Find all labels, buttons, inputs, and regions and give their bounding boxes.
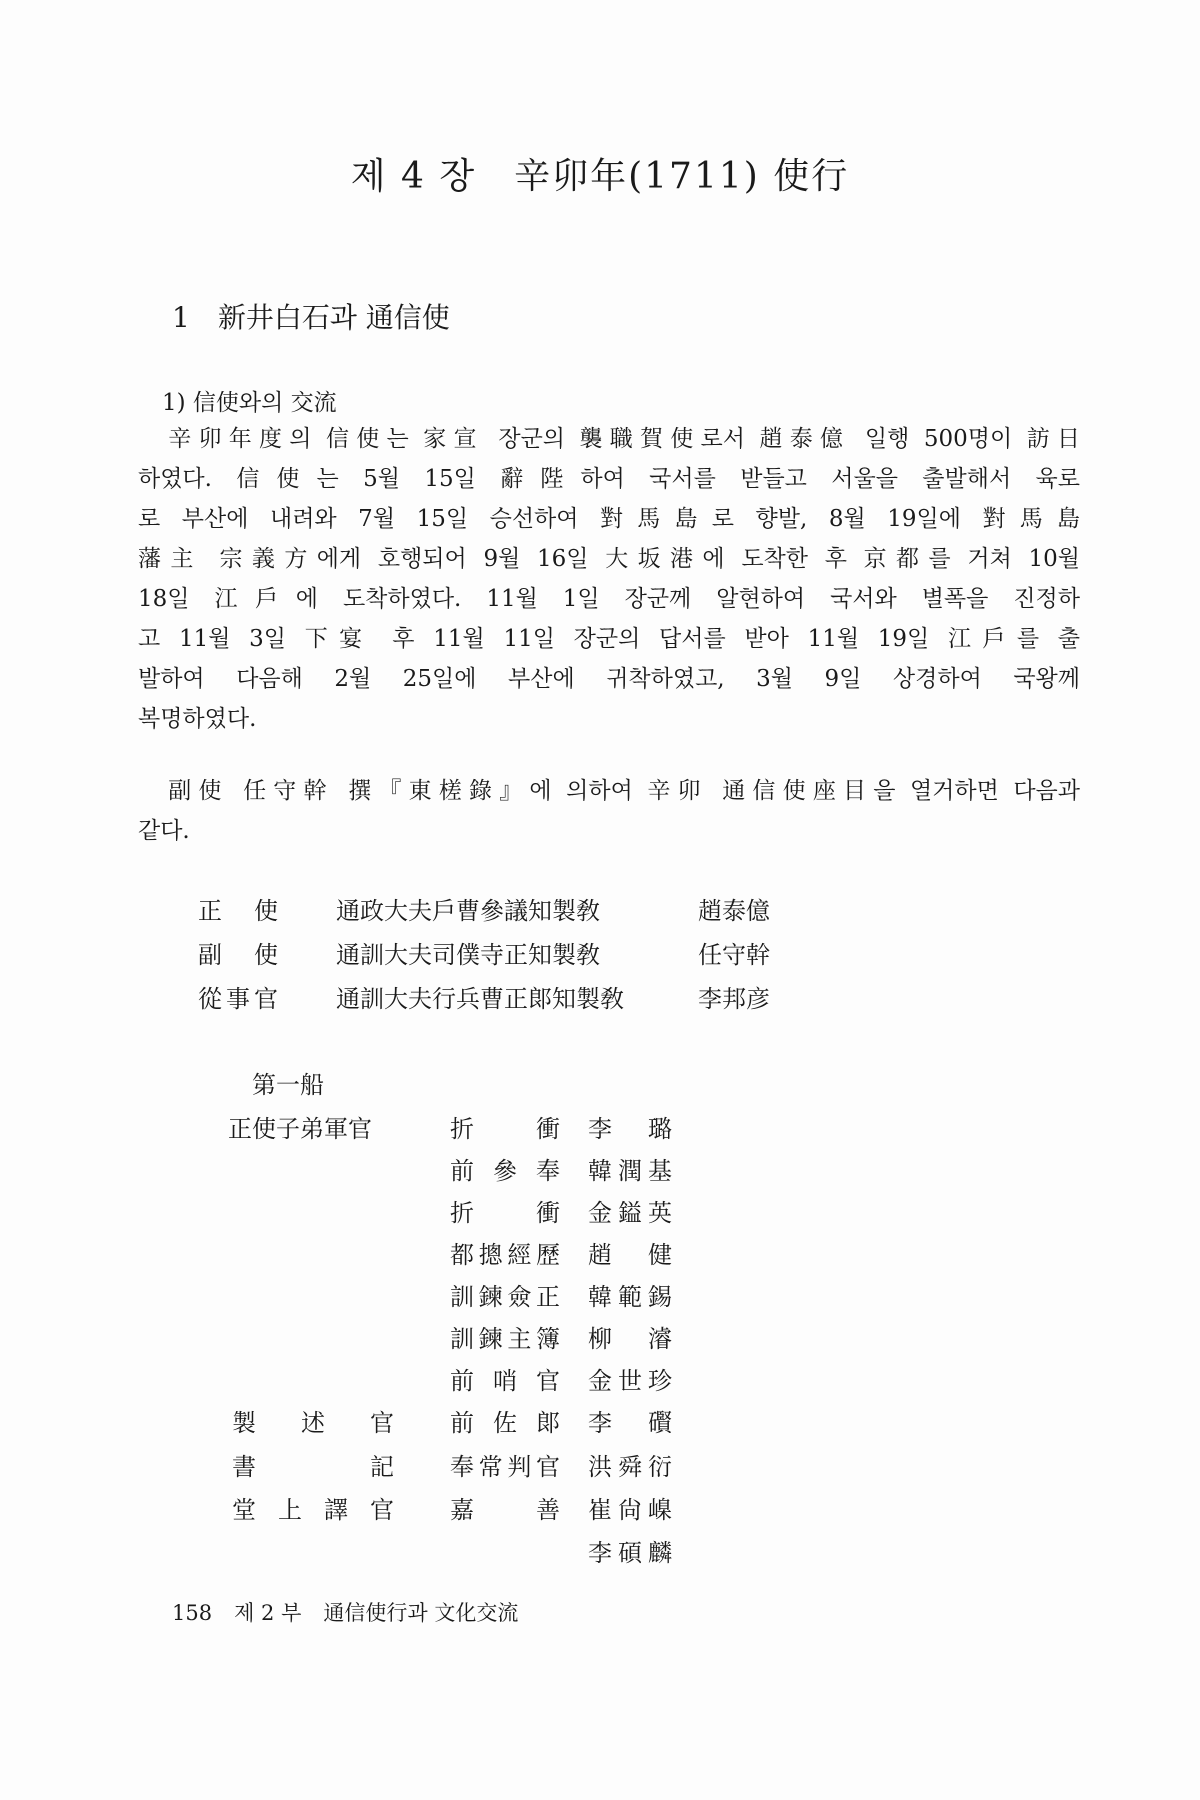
- paragraph1-line: 辛卯年度의 信使는 家宣 장군의 襲職賀使로서 趙泰億 일행 500명이 訪日: [138, 426, 1080, 452]
- envoy-role: 副 使: [198, 941, 278, 969]
- ship-name: 洪舜衍: [588, 1453, 672, 1481]
- envoy-title: 通訓大夫行兵曹正郞知製敎: [336, 985, 624, 1013]
- section-title: [172, 296, 450, 336]
- ship-rank: 奉常判官: [450, 1453, 560, 1481]
- section-title-text: 新井白石과 通信使: [217, 301, 450, 334]
- ship-name: 李 礥: [588, 1409, 672, 1437]
- ship-name: 崔尙嵲: [588, 1496, 672, 1524]
- ship-heading: 第一船: [252, 1071, 324, 1099]
- envoy-name: 趙泰億: [698, 897, 770, 925]
- ship-name: 金鎰英: [588, 1199, 672, 1227]
- ship-name: 李 璐: [588, 1115, 672, 1143]
- page-number: 158: [172, 1601, 213, 1625]
- envoy-role: 從事官: [198, 985, 278, 1013]
- footer-part: 제 2 부: [234, 1601, 302, 1625]
- ship-name: 柳 濬: [588, 1325, 672, 1353]
- subsection-title: 1) 信使와의 交流: [162, 390, 337, 416]
- envoy-name: 任守幹: [698, 941, 770, 969]
- ship-role: 正使子弟軍官: [228, 1115, 372, 1143]
- ship-name: 韓潤基: [588, 1157, 672, 1185]
- ship-rank: 前哨官: [450, 1367, 560, 1395]
- ship-rank: 折 衝: [450, 1199, 560, 1227]
- paragraph1-line: 藩主 宗義方에게 호행되어 9월 16일 大坂港에 도착한 후 京都를 거쳐 10월: [138, 546, 1080, 572]
- paragraph1-line: 발하여 다음해 2월 25일에 부산에 귀착하였고, 3월 9일 상경하여 국왕께: [138, 666, 1080, 692]
- paragraph1-line: 복명하였다.: [138, 706, 257, 732]
- ship-role: 堂上譯官: [232, 1496, 394, 1524]
- ship-rank: 訓鍊僉正: [450, 1283, 560, 1311]
- chapter-title: 제 4 장 辛卯年(1711) 使行: [350, 156, 850, 197]
- envoy-name: 李邦彦: [698, 985, 770, 1013]
- envoy-role: 正 使: [198, 897, 278, 925]
- page-footer: [172, 1597, 540, 1627]
- ship-name: 韓範錫: [588, 1283, 672, 1311]
- ship-rank: 折 衝: [450, 1115, 560, 1143]
- ship-name: 李碩麟: [588, 1539, 672, 1567]
- paragraph1-line: 하였다. 信使는 5월 15일 辭陛하여 국서를 받들고 서울을 출발해서 육로: [138, 466, 1080, 492]
- ship-rank: 訓鍊主簿: [450, 1325, 560, 1353]
- ship-rank: 嘉 善: [450, 1496, 560, 1524]
- ship-name: 趙 健: [588, 1241, 672, 1269]
- envoy-title: 通政大夫戶曹參議知製敎: [336, 897, 600, 925]
- paragraph2-line: 副使 任守幹 撰『東槎錄』에 의하여 辛卯 通信使座目을 열거하면 다음과: [138, 778, 1080, 804]
- ship-rank: 都摠經歷: [450, 1241, 560, 1269]
- paragraph1-line: 고 11월 3일 下宴 후 11월 11일 장군의 답서를 받아 11월 19일 江戶를 출: [138, 626, 1080, 652]
- ship-rank: 前參奉: [450, 1157, 560, 1185]
- ship-rank: 前佐郞: [450, 1409, 560, 1437]
- paragraph1-line: 18일 江戶에 도착하였다. 11월 1일 장군께 알현하여 국서와 별폭을 진정하: [138, 586, 1080, 612]
- footer-part-title: 通信使行과 文化交流: [323, 1601, 519, 1625]
- ship-role: 書 記: [232, 1453, 394, 1481]
- ship-role: 製述官: [232, 1409, 394, 1437]
- ship-name: 金世珍: [588, 1367, 672, 1395]
- paragraph2-line: 같다.: [138, 818, 190, 844]
- envoy-title: 通訓大夫司僕寺正知製敎: [336, 941, 600, 969]
- section-number: 1: [172, 301, 190, 334]
- paragraph1-line: 로 부산에 내려와 7월 15일 승선하여 對馬島로 향발, 8월 19일에 對馬島: [138, 506, 1080, 532]
